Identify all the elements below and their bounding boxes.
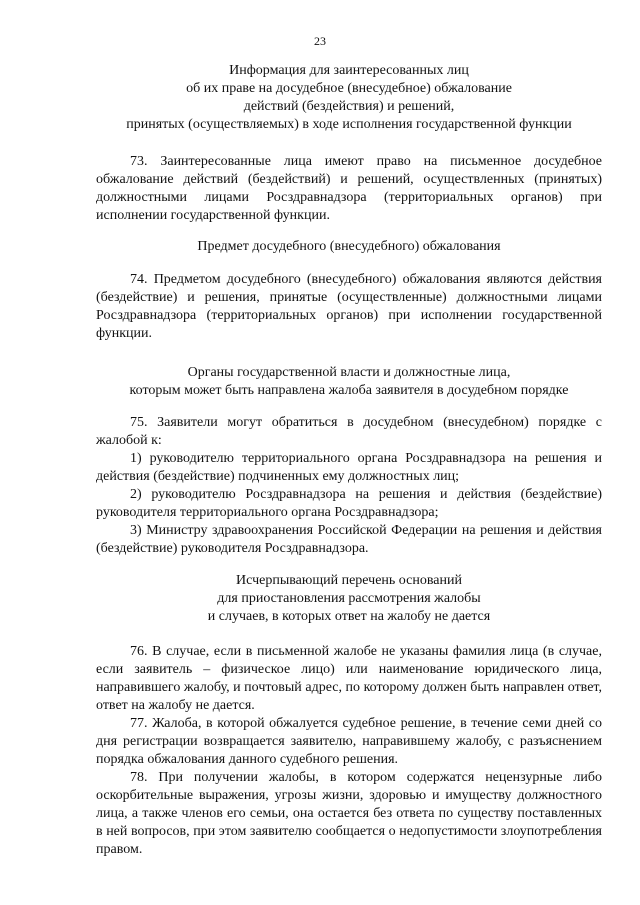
heading-line: принятых (осуществляемых) в ходе исполнения государственной функции <box>126 117 572 132</box>
heading-line: Предмет досудебного (внесудебного) обжалования <box>197 239 501 254</box>
list-item-75-2: 2) руководителю Росздравнадзора на решения и действия (бездействие) руководителя территориального органа Росздравнадзора; <box>96 487 602 520</box>
list-item-75-1: 1) руководителю территориального органа Росздравнадзора на решения и действия (бездействие) подчиненных ему должностных лиц; <box>96 451 602 484</box>
heading-information <box>96 62 602 134</box>
section-74 <box>96 271 602 343</box>
paragraph-76: 76. В случае, если в письменной жалобе не указаны фамилия лица (в случае, если заявитель – физическое лицо) или наименование юридического лица, направившего жалобу, и почтовый адрес, по которому должен быть направлен ответ, ответ на жалобу не дается. <box>96 644 602 713</box>
list-item-75-3: 3) Министру здравоохранения Российской Федерации на решения и действия (бездействие) руководителя Росздравнадзора. <box>96 523 602 556</box>
heading-authorities <box>96 364 602 400</box>
section-76-78 <box>96 643 602 859</box>
paragraph-74: 74. Предметом досудебного (внесудебного) обжалования являются действия (бездействие) и решения, принятые (осуществленные) должностными лицами Росздравнадзора (территориальных органов) при исполнении государственной функции. <box>96 272 602 341</box>
heading-line: и случаев, в которых ответ на жалобу не дается <box>207 609 491 624</box>
paragraph-77: 77. Жалоба, в которой обжалуется судебное решение, в течение семи дней со дня регистрации возвращается заявителю, направившему жалобу, с разъяснением порядка обжалования данного судебного решения. <box>96 716 602 767</box>
heading-line: Информация для заинтересованных лиц <box>229 63 469 78</box>
paragraph-75: 75. Заявители могут обратиться в досудебном (внесудебном) порядке с жалобой к: <box>96 415 602 448</box>
paragraph-73: 73. Заинтересованные лица имеют право на письменное досудебное обжалование действий (бездействий) и решений, осуществленных (принятых) должностными лицами Росздравнадзора (территориальных органов) при исполнении государственной функции. <box>96 154 602 223</box>
heading-line: Исчерпывающий перечень оснований <box>236 573 462 588</box>
page-number: 23 <box>314 34 326 48</box>
heading-subject <box>96 238 602 256</box>
heading-line: которым может быть направлена жалоба заявителя в досудебном порядке <box>129 383 569 398</box>
section-75 <box>96 414 602 558</box>
heading-grounds <box>96 572 602 626</box>
heading-line: Органы государственной власти и должностные лица, <box>187 365 511 380</box>
heading-line: для приостановления рассмотрения жалобы <box>217 591 481 606</box>
section-73 <box>96 153 602 225</box>
heading-line: об их праве на досудебное (внесудебное) обжалование <box>186 81 512 96</box>
heading-line: действий (бездействия) и решений, <box>243 99 455 114</box>
paragraph-78: 78. При получении жалобы, в котором содержатся нецензурные либо оскорбительные выражения, угрозы жизни, здоровью и имуществу должностного лица, а также членов его семьи, она остается без ответа по существу поставленных в ней вопросов, при этом заявителю сообщается о недопустимости злоупотребления правом. <box>96 770 602 857</box>
